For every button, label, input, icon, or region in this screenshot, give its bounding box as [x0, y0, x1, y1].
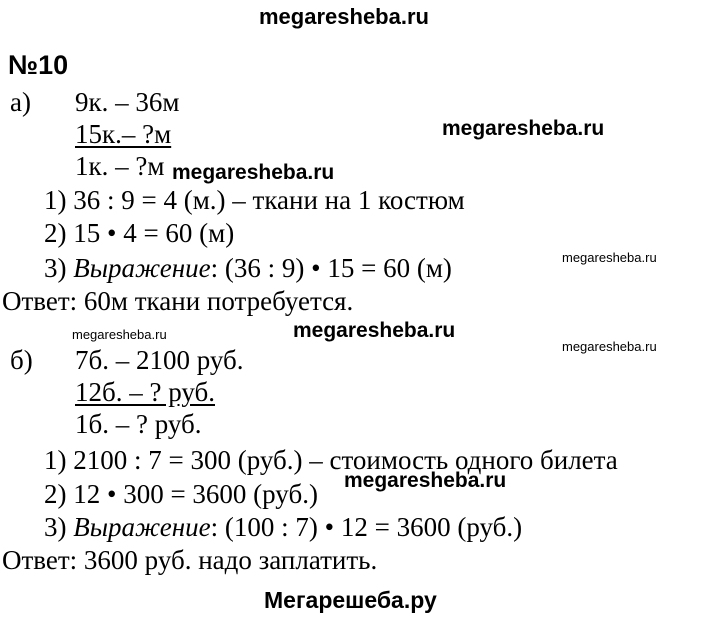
part-b-answer: Ответ: 3600 руб. надо заплатить. [2, 545, 378, 575]
part-b-step3-label: Выражение [73, 512, 211, 542]
watermark-small: megaresheba.ru [562, 250, 657, 265]
footer-watermark: Мегарешеба.ру [264, 587, 437, 613]
part-a-step3-rest: : (36 : 9) • 15 = 60 (м) [210, 253, 452, 283]
part-b-marker: б) [10, 345, 33, 375]
part-a-step2: 2) 15 • 4 = 60 (м) [44, 218, 235, 248]
part-a-line1: 9к. – 36м [75, 87, 180, 117]
header-watermark: megaresheba.ru [259, 4, 429, 29]
part-a-marker: а) [10, 87, 31, 117]
part-a-step3 [44, 253, 452, 283]
part-b-line3: 1б. – ? руб. [75, 409, 202, 439]
part-a-step1: 1) 36 : 9 = 4 (м.) – ткани на 1 костюм [44, 185, 465, 215]
watermark: megaresheba.ru [442, 117, 605, 140]
part-b-line1: 7б. – 2100 руб. [75, 345, 244, 375]
part-b-step1: 1) 2100 : 7 = 300 (руб.) – стоимость одного билета [44, 445, 618, 475]
task-number: №10 [8, 50, 69, 80]
watermark-small: megaresheba.ru [72, 327, 167, 342]
watermark-small: megaresheba.ru [562, 339, 657, 354]
watermark: megaresheba.ru [344, 469, 507, 492]
part-a-line2: 15к.– ?м [75, 119, 172, 149]
part-b-step3-prefix: 3) [44, 512, 74, 542]
part-b-step3-rest: : (100 : 7) • 12 = 3600 (руб.) [210, 512, 523, 542]
part-b-step3 [44, 512, 522, 542]
part-a-step3-prefix: 3) [44, 253, 74, 283]
part-a-step3-label: Выражение [73, 253, 211, 283]
part-a-line3: 1к. – ?м [75, 151, 165, 181]
part-a-answer: Ответ: 60м ткани потребуется. [2, 286, 354, 316]
part-b-step2: 2) 12 • 300 = 3600 (руб.) [44, 479, 318, 509]
watermark: megaresheba.ru [172, 161, 335, 184]
part-b-line2: 12б. – ? руб. [75, 377, 215, 407]
watermark: megaresheba.ru [293, 319, 456, 342]
